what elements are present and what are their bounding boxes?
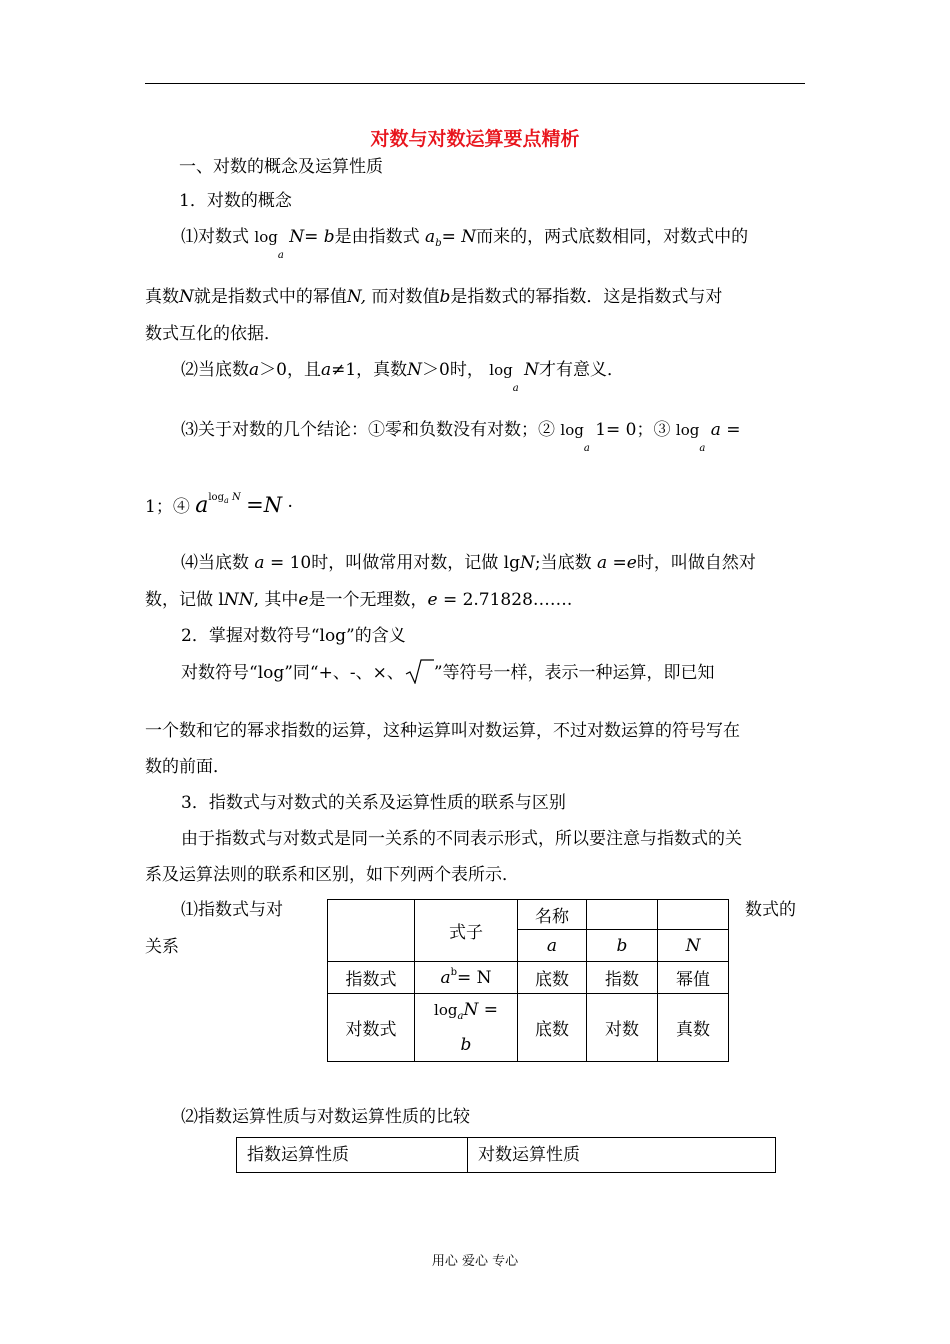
table2-header-log: 对数运算性质 (468, 1138, 776, 1173)
table1-row2-a: 底数 (518, 994, 587, 1062)
subsection-heading-2: 2．掌握对数符号“log”的含义 (181, 626, 406, 646)
paragraph-1-line-1: ⑴对数式 $\log_a N= b$是由指数式 $a_b= N$而来的，两式底数相同，对数式中的 (181, 227, 749, 262)
paragraph-6-line-1: 由于指数式与对数式是同一关系的不同表示形式，所以要注意与指数式的关 (181, 829, 742, 849)
paragraph-8: ⑵指数运算性质与对数运算性质的比较 (181, 1107, 470, 1127)
table1-sub-N: N (658, 930, 729, 962)
table1-header-empty-1 (587, 900, 658, 930)
table1-header-mingcheng: 名称 (518, 900, 587, 930)
table1-row2-formula: $\log_aN$ = b (415, 994, 518, 1062)
table1-row1-N: 幂值 (658, 962, 729, 994)
paragraph-5-line-3: 数的前面． (145, 757, 230, 777)
paragraph-4-line-1: ⑷当底数 a = 10时，叫做常用对数，记做 lgN;当底数 a =e时，叫做自然对 (181, 553, 756, 573)
paragraph-5-line-2: 一个数和它的幂求指数的运算，这种运算叫对数运算，不过对数运算的符号写在 (145, 721, 740, 741)
page-footer: 用心 爱心 专心 (431, 1254, 519, 1269)
table1-row1-a: 底数 (518, 962, 587, 994)
table-row (328, 994, 729, 1062)
paragraph-3-line-2: 1；④ $a^{log_a N} =N$ · (145, 492, 293, 518)
exp-log-relation-table (327, 899, 729, 1062)
section-heading-1: 一、对数的概念及运算性质 (179, 157, 383, 177)
subsection-heading-3: 3．指数式与对数式的关系及运算性质的联系与区别 (181, 793, 566, 813)
properties-comparison-table (236, 1137, 776, 1173)
table1-row1-b: 指数 (587, 962, 658, 994)
table1-corner-cell (328, 900, 415, 962)
paragraph-7-right-1: 数式的 (745, 900, 796, 920)
sqrt-symbol-icon (404, 662, 434, 682)
table-row (328, 962, 729, 994)
paragraph-6-line-2: 系及运算法则的联系和区别，如下列两个表所示． (145, 865, 519, 885)
paragraph-3-line-1: ⑶关于对数的几个结论：①零和负数没有对数；② $\log_a 1= 0$；③ $\log_a a$ = (181, 420, 741, 455)
table1-row1-formula: $a^b= N$ (415, 962, 518, 994)
table1-sub-b: b (587, 930, 658, 962)
paragraph-7-left-1: ⑴指数式与对 (181, 900, 283, 920)
page-title: 对数与对数运算要点精析 (370, 128, 580, 150)
table1-header-shizi: 式子 (415, 900, 518, 962)
paragraph-5-line-1: 对数符号“log”同“+、-、×、 ”等符号一样，表示一种运算，即已知 (181, 658, 715, 683)
paragraph-1-line-3: 数式互化的依据． (145, 324, 281, 344)
paragraph-2: ⑵当底数a＞0，且a≠1，真数N＞0时， $\log_a N$才有意义． (181, 360, 624, 395)
table1-header-empty-2 (658, 900, 729, 930)
paragraph-7-left-2: 关系 (145, 937, 179, 957)
table1-sub-a: a (518, 930, 587, 962)
subsection-heading-1: 1．对数的概念 (179, 191, 292, 211)
table1-row2-label: 对数式 (328, 994, 415, 1062)
table1-row2-N: 真数 (658, 994, 729, 1062)
paragraph-4-line-2: 数，记做 lNN, 其中e是一个无理数，e = 2.71828……. (145, 590, 573, 610)
header-rule (145, 83, 805, 84)
table1-row2-b: 对数 (587, 994, 658, 1062)
table1-row1-label: 指数式 (328, 962, 415, 994)
table2-header-exp: 指数运算性质 (237, 1138, 468, 1173)
paragraph-1-line-2: 真数N就是指数式中的幂值N, 而对数值b是指数式的幂指数．这是指数式与对 (145, 287, 723, 307)
